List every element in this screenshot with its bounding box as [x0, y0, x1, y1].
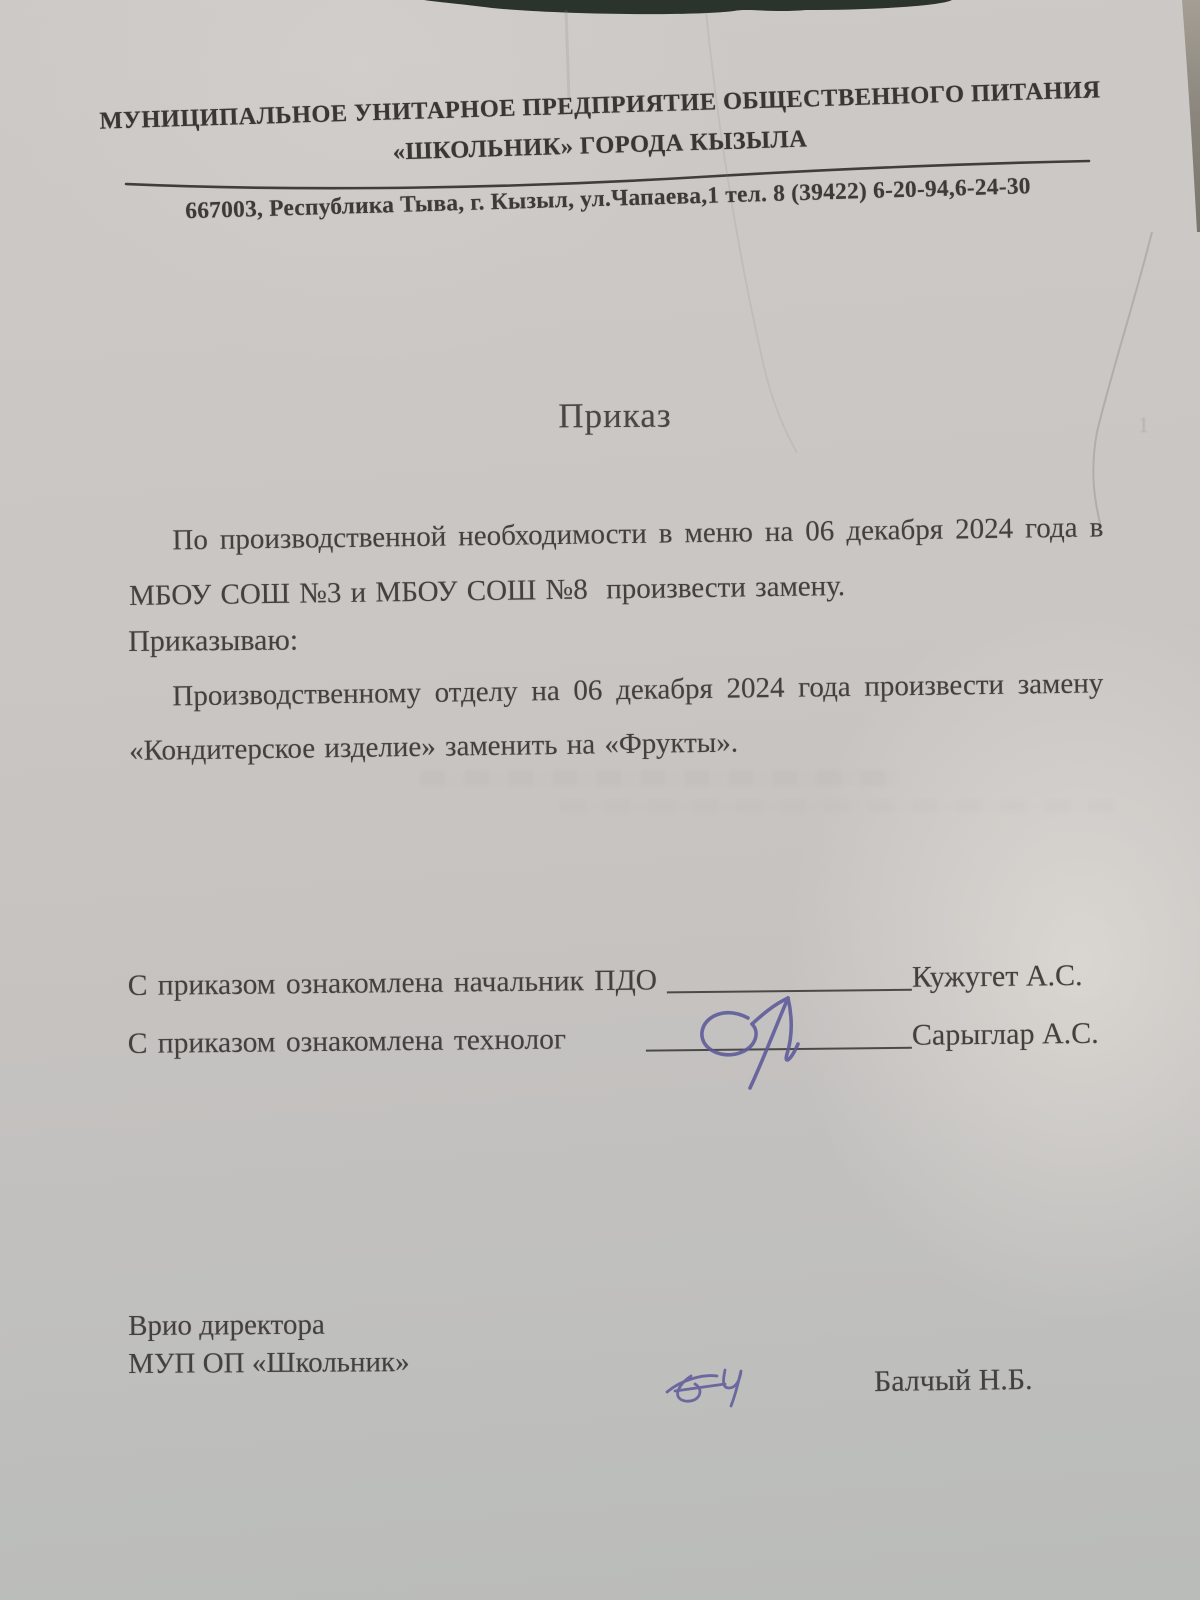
signer-role-line1: Врио директора	[128, 1308, 325, 1342]
order-paragraph-1	[128, 500, 1104, 624]
pencil-mark: 1	[1138, 412, 1149, 437]
signer-name: Балчый Н.Б.	[873, 1362, 1033, 1399]
ack-row-technolog	[128, 1014, 1103, 1064]
ack-label: С приказом ознакомлена технолог	[127, 1023, 567, 1061]
signature-line	[646, 1047, 912, 1052]
signature-line	[667, 989, 912, 994]
ack-label: С приказом ознакомлена начальник ПДО	[127, 964, 658, 1003]
paragraph-line: По производственной необходимости в меню на 06 декабря 2024 года в	[172, 511, 1104, 557]
ack-name: Кужугет А.С.	[911, 959, 1083, 994]
paragraph-line: «Кондитерское изделие» заменить на «Фрукты».	[128, 726, 739, 767]
org-name-line1: МУНИЦИПАЛЬНОЕ УНИТАРНОЕ ПРЕДПРИЯТИЕ ОБЩЕСТВЕННОГО ПИТАНИЯ	[99, 76, 1101, 135]
director-signature-ink	[655, 1362, 750, 1412]
paper-crease	[1093, 232, 1152, 527]
ack-row-pdo	[128, 956, 1103, 1006]
paragraph-line: МБОУ СОШ №3 и МБОУ СОШ №8 произвести замену.	[128, 569, 846, 612]
paper-crease	[706, 12, 797, 453]
paper-crease	[566, 10, 569, 100]
order-paragraph-2	[128, 656, 1104, 778]
org-name-line2: «ШКОЛЬНИК» ГОРОДА КЫЗЫЛА	[392, 125, 808, 166]
address-line: 667003, Республика Тыва, г. Кызыл, ул.Чапаева,1 тел. 8 (39422) 6-20-94,6-24-30	[184, 173, 1032, 225]
signer-role-line2: МУП ОП «Школьник»	[128, 1346, 410, 1380]
ack-name: Сарыглар А.С.	[911, 1016, 1099, 1052]
page-show-through	[560, 800, 1120, 812]
order-title: Приказ	[558, 395, 672, 436]
table-background-top	[424, 0, 952, 14]
directive-line: Приказываю:	[128, 623, 299, 658]
paragraph-line: Производственному отделу на 06 декабря 2024 года произвести замену	[172, 667, 1104, 713]
